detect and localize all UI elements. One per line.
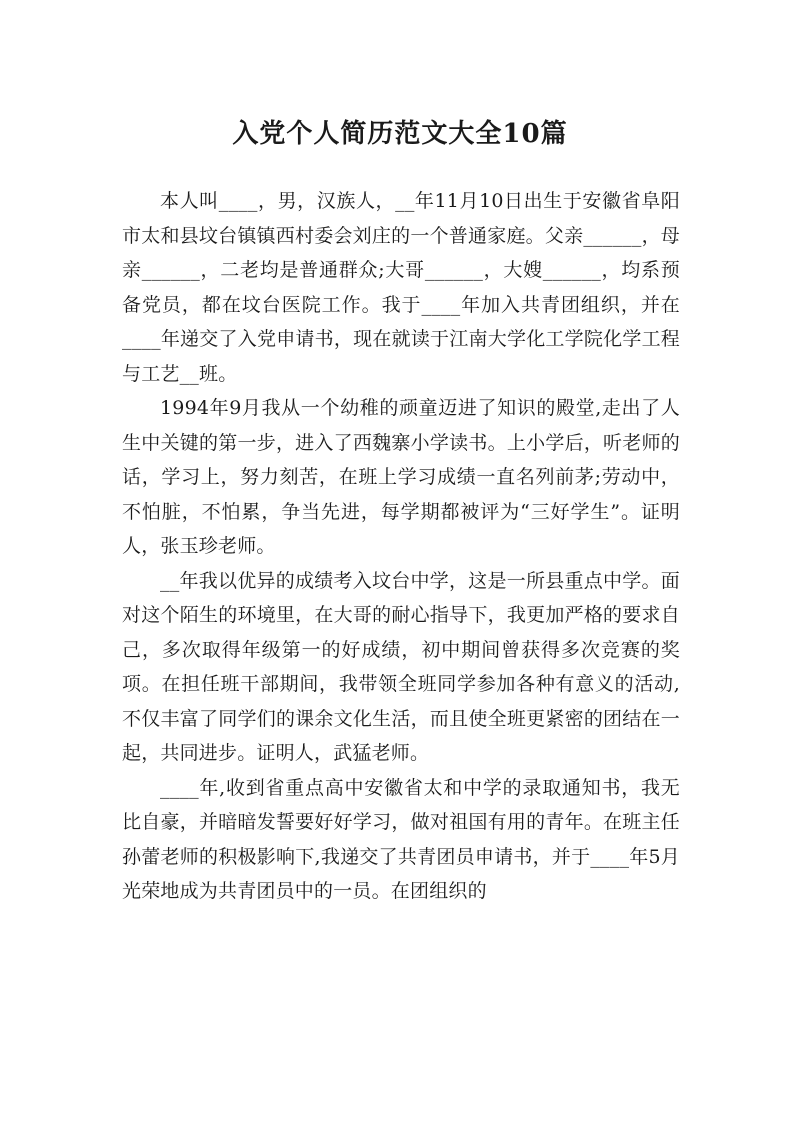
paragraph-primary-school: 1994年9月我从一个幼稚的顽童迈进了知识的殿堂,走出了人生中关键的第一步，进入了西魏寨小学读书。上小学后，听老师的话，学习上，努力刻苦，在班上学习成绩一直名列前茅;劳动中，不怕脏，不怕累，争当先进，每学期都被评为“三好学生”。证明人，张玉珍老师。 (122, 397, 680, 557)
document-title: 入党个人简历范文大全10篇 (232, 119, 568, 150)
paragraph-middle-school: __年我以优异的成绩考入坟台中学，这是一所县重点中学。面对这个陌生的环境里，在大哥的耐心指导下，我更加严格的要求自己，多次取得年级第一的好成绩，初中期间曾获得多次竞赛的奖项。在担任班干部期间，我带领全班同学参加各种有意义的活动,不仅丰富了同学们的课余文化生活，而且使全班更紧密的团结在一起，共同进步。证明人，武猛老师。 (122, 569, 680, 764)
paragraph-high-school: ____年,收到省重点高中安徽省太和中学的录取通知书，我无比自豪，并暗暗发誓要好好学习，做对祖国有用的青年。在班主任孙蕾老师的积极影响下,我递交了共青团员申请书，并于____年5月光荣地成为共青团员中的一员。在团组织的 (122, 776, 680, 902)
paragraph-intro: 本人叫____，男，汉族人，__年11月10日出生于安徽省阜阳市太和县坟台镇镇西村委会刘庄的一个普通家庭。父亲______，母亲______，二老均是普通群众;大哥______，大嫂______，均系预备党员，都在坟台医院工作。我于____年加入共青团组织，并在____年递交了入党申请书，现在就读于江南大学化工学院化学工程与工艺__班。 (122, 190, 680, 385)
document-body (122, 184, 680, 909)
